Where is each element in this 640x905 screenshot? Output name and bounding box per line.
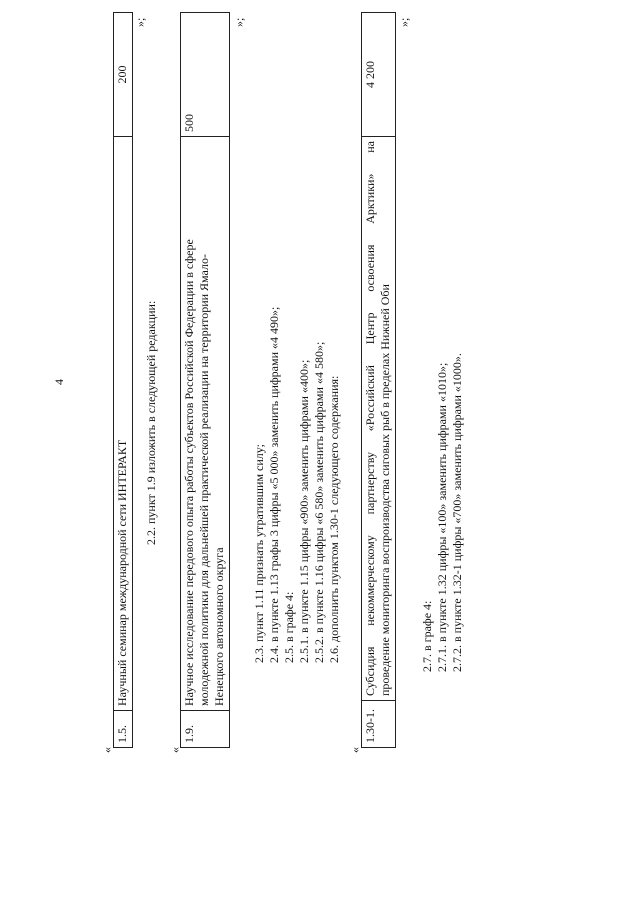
row-amount: 500 — [181, 13, 230, 137]
amendment-2-7-1: 2.7.1. в пункте 1.32 цифры «100» заменить цифрами «1010»; — [435, 362, 449, 672]
row-amount: 4 200 — [362, 13, 396, 137]
amendment-2-7: 2.7. в графе 4: — [420, 600, 434, 672]
amendment-2-3: 2.3. пункт 1.11 признать утратившим силу; — [252, 444, 266, 663]
close-quote: »; — [133, 17, 147, 27]
table-item-1-30-1 — [361, 12, 396, 748]
open-quote: « — [348, 747, 362, 753]
amendment-2-5: 2.5. в графе 4: — [282, 591, 296, 663]
row-number: 1.9. — [181, 711, 230, 748]
amendment-2-7-2: 2.7.2. в пункте 1.32-1 цифры «700» заменить цифрами «1000». — [450, 353, 464, 672]
table-row — [362, 13, 396, 748]
open-quote: « — [168, 747, 182, 753]
row-description-line: проведение мониторинга воспроизводства сиговых рыб в пределах Нижней Оби — [378, 284, 392, 696]
amendments-list-end — [420, 353, 465, 672]
amendment-2-4: 2.4. в пункте 1.13 графы 3 цифры «5 000» заменить цифрами «4 490»; — [267, 306, 281, 663]
row-description-line: Ненецкого автономного округа — [212, 547, 226, 706]
close-quote: »; — [397, 17, 411, 27]
table-item-1-9 — [180, 12, 230, 748]
amendment-2-6: 2.6. дополнить пунктом 1.30-1 следующего содержания: — [327, 375, 341, 663]
row-description-line: Субсидия некоммерческому партнерству «Российский Центр освоения Арктики» на — [363, 141, 377, 696]
amendment-2-2: 2.2. пункт 1.9 изложить в следующей редакции: — [144, 300, 158, 545]
table-row — [181, 13, 230, 748]
row-description — [181, 137, 230, 711]
open-quote: « — [100, 747, 114, 753]
row-description: Научный семинар международной сети ИНТЕРАКТ — [114, 137, 133, 711]
page-number: 4 — [52, 379, 66, 385]
table-row — [114, 13, 133, 748]
row-description — [362, 137, 396, 701]
row-amount: 200 — [114, 13, 133, 137]
row-number: 1.5. — [114, 711, 133, 748]
row-number: 1.30-1. — [362, 701, 396, 748]
amendment-2-5-2: 2.5.2. в пункте 1.16 цифры «6 580» заменить цифрами «4 580»; — [312, 341, 326, 663]
amendments-list — [252, 307, 342, 663]
row-description-line: Научное исследование передового опыта работы субъектов Российской Федерации в сфере — [182, 239, 196, 706]
row-description-line: молодежной политики для дальнейшей практической реализации на территории Ямало- — [197, 254, 211, 706]
close-quote: »; — [232, 17, 246, 27]
table-item-1-5 — [113, 12, 133, 748]
amendment-2-5-1: 2.5.1. в пункте 1.15 цифры «900» заменить цифрами «400»; — [297, 359, 311, 663]
